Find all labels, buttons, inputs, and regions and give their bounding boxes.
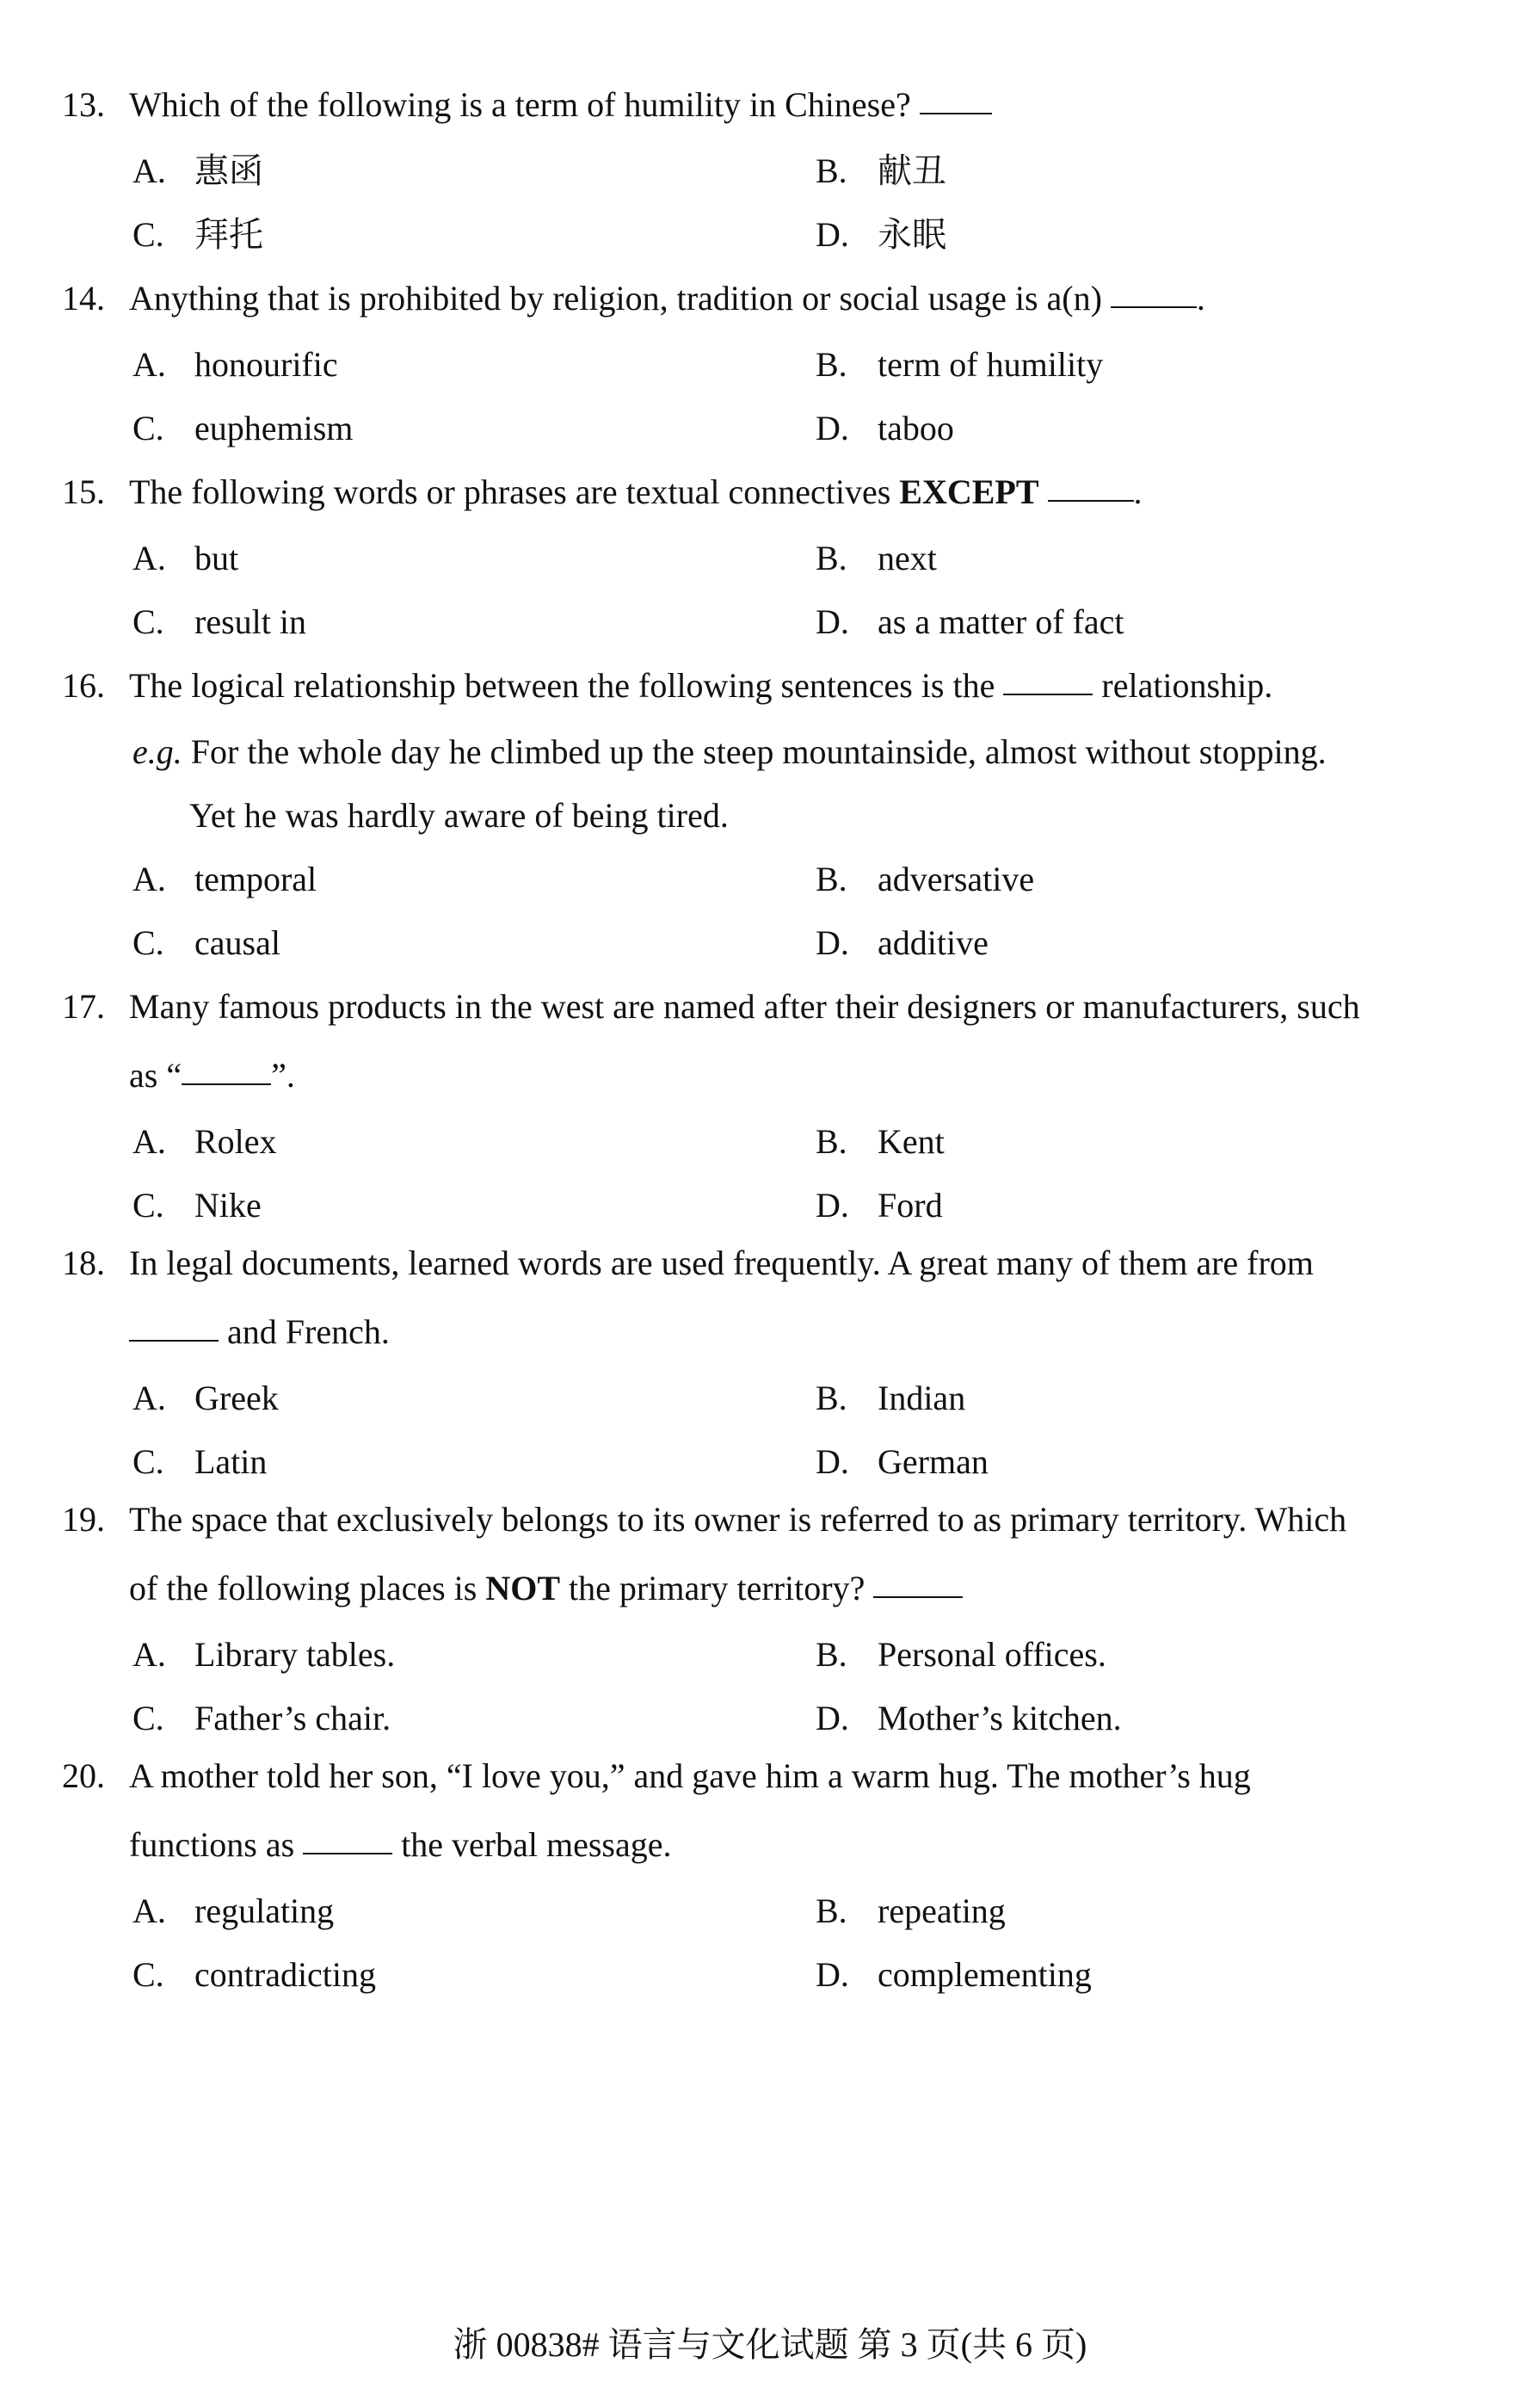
answer-blank	[129, 1339, 219, 1342]
stem-part: the primary territory?	[569, 1569, 865, 1607]
options-grid	[62, 1367, 1473, 1494]
option-b	[816, 1367, 1475, 1430]
option-letter: A.	[132, 860, 166, 898]
option-a	[132, 1110, 816, 1174]
option-text: as a matter of fact	[878, 602, 1124, 641]
options-grid	[62, 1879, 1473, 2007]
option-letter: D.	[816, 1442, 849, 1481]
option-text: 拜托	[194, 215, 263, 254]
question-number: 19.	[62, 1500, 105, 1539]
question-stem	[62, 1742, 1473, 1811]
stem-bold: EXCEPT	[899, 472, 1039, 511]
option-letter: C.	[132, 215, 164, 254]
stem-part: The logical relationship between the following sentences is the	[129, 666, 995, 705]
option-text: repeating	[878, 1891, 1006, 1930]
stem-continuation	[62, 1811, 1473, 1879]
question-number: 17.	[62, 987, 105, 1026]
option-letter: A.	[132, 151, 166, 190]
question-number: 16.	[62, 666, 105, 705]
option-text: Greek	[194, 1379, 279, 1417]
stem-part: relationship.	[1101, 666, 1273, 705]
option-a	[132, 1367, 816, 1430]
option-letter: C.	[132, 1699, 164, 1737]
stem-part: the verbal message.	[401, 1825, 672, 1864]
option-letter: A.	[132, 1379, 166, 1417]
stem-text	[129, 71, 1473, 139]
option-text: Personal offices.	[878, 1635, 1106, 1674]
stem-part: .	[1133, 472, 1143, 511]
option-b	[816, 333, 1475, 397]
option-c	[132, 911, 816, 975]
question-20	[62, 1742, 1473, 2007]
option-letter: D.	[816, 215, 849, 254]
option-letter: A.	[132, 1635, 166, 1674]
option-c	[132, 1687, 816, 1750]
option-text: Rolex	[194, 1122, 277, 1161]
option-text: adversative	[878, 860, 1035, 898]
option-text: Latin	[194, 1442, 268, 1481]
question-16	[62, 651, 1473, 975]
option-letter: A.	[132, 539, 166, 577]
option-text: Library tables.	[194, 1635, 396, 1674]
option-d	[816, 203, 1475, 267]
option-text: additive	[878, 923, 989, 962]
stem-part: and French.	[227, 1312, 390, 1351]
option-c	[132, 590, 816, 654]
answer-blank	[920, 112, 992, 114]
stem-part: .	[1196, 279, 1205, 318]
option-text: next	[878, 539, 937, 577]
option-b	[816, 848, 1475, 911]
option-d	[816, 1174, 1475, 1237]
option-letter: B.	[816, 1891, 847, 1930]
question-stem	[62, 1229, 1473, 1298]
stem-part: functions as	[129, 1825, 295, 1864]
stem-part: of the following places is	[129, 1569, 477, 1607]
option-letter: B.	[816, 860, 847, 898]
option-c	[132, 397, 816, 460]
option-d	[816, 1943, 1475, 2007]
option-letter: C.	[132, 602, 164, 641]
question-19	[62, 1485, 1473, 1750]
example-sentence	[62, 720, 1473, 784]
option-b	[816, 1623, 1475, 1687]
option-text: complementing	[878, 1955, 1092, 1994]
answer-blank	[1111, 305, 1197, 308]
option-a	[132, 139, 816, 203]
option-text: result in	[194, 602, 306, 641]
option-letter: A.	[132, 1122, 166, 1161]
question-number: 18.	[62, 1243, 105, 1282]
option-text: euphemism	[194, 409, 354, 447]
option-letter: D.	[816, 1699, 849, 1737]
option-b	[816, 1879, 1475, 1943]
option-d	[816, 397, 1475, 460]
question-stem	[62, 651, 1473, 720]
option-c	[132, 1174, 816, 1237]
question-number: 20.	[62, 1756, 105, 1795]
example-label: e.g.	[132, 732, 182, 771]
option-d	[816, 1430, 1475, 1494]
option-letter: B.	[816, 345, 847, 384]
option-text: honourific	[194, 345, 338, 384]
answer-blank	[1048, 499, 1134, 502]
option-text: taboo	[878, 409, 954, 447]
answer-blank	[303, 1852, 392, 1854]
options-grid	[62, 139, 1473, 267]
stem-text	[129, 458, 1473, 527]
option-text: Mother’s kitchen.	[878, 1699, 1122, 1737]
question-13	[62, 71, 1473, 267]
stem-part: Anything that is prohibited by religion, tradition or social usage is a(n)	[129, 279, 1102, 318]
stem-continuation	[62, 1554, 1473, 1623]
stem-bold: NOT	[485, 1569, 561, 1607]
option-text: causal	[194, 923, 280, 962]
answer-blank	[873, 1595, 963, 1598]
option-letter: D.	[816, 1955, 849, 1994]
option-letter: D.	[816, 409, 849, 447]
option-text: Nike	[194, 1186, 262, 1225]
stem-part: Which of the following is a term of humility in Chinese?	[129, 85, 911, 124]
option-letter: A.	[132, 345, 166, 384]
option-a	[132, 527, 816, 590]
page-footer: 浙 00838# 语言与文化试题 第 3 页(共 6 页)	[453, 2325, 1087, 2364]
question-stem	[62, 458, 1473, 527]
option-letter: D.	[816, 1186, 849, 1225]
question-stem	[62, 1485, 1473, 1554]
question-18	[62, 1229, 1473, 1494]
option-text: contradicting	[194, 1955, 377, 1994]
option-d	[816, 1687, 1475, 1750]
option-b	[816, 139, 1475, 203]
example-sentence-continued: Yet he was hardly aware of being tired.	[189, 796, 729, 835]
stem-text: A mother told her son, “I love you,” and gave him a warm hug. The mother’s hug	[129, 1756, 1251, 1795]
stem-text: Many famous products in the west are named after their designers or manufacturers, such	[129, 987, 1360, 1026]
option-letter: B.	[816, 1379, 847, 1417]
options-grid	[62, 1110, 1473, 1237]
answer-blank	[182, 1083, 271, 1085]
option-text: 惠函	[194, 151, 263, 190]
stem-part: as “	[129, 1056, 182, 1095]
option-a	[132, 1879, 816, 1943]
option-d	[816, 911, 1475, 975]
option-letter: C.	[132, 923, 164, 962]
option-letter: B.	[816, 1635, 847, 1674]
stem-continuation	[62, 1298, 1473, 1367]
question-15	[62, 458, 1473, 654]
option-c	[132, 1943, 816, 2007]
option-d	[816, 590, 1475, 654]
stem-part: ”.	[271, 1056, 295, 1095]
option-text: 永眠	[878, 215, 946, 254]
option-letter: C.	[132, 1955, 164, 1994]
option-c	[132, 1430, 816, 1494]
option-letter: A.	[132, 1891, 166, 1930]
stem-continuation	[62, 1041, 1473, 1110]
option-text: 献丑	[878, 151, 946, 190]
option-a	[132, 333, 816, 397]
question-number: 14.	[62, 279, 105, 318]
question-stem	[62, 71, 1473, 139]
option-a	[132, 848, 816, 911]
option-text: Ford	[878, 1186, 943, 1225]
stem-text: In legal documents, learned words are used frequently. A great many of them are from	[129, 1243, 1314, 1282]
option-letter: B.	[816, 539, 847, 577]
example-text: For the whole day he climbed up the steep mountainside, almost without stopping.	[190, 732, 1327, 771]
answer-blank	[1003, 693, 1093, 695]
option-letter: C.	[132, 1186, 164, 1225]
option-text: Kent	[878, 1122, 945, 1161]
question-stem	[62, 972, 1473, 1041]
question-number: 15.	[62, 472, 105, 511]
option-text: term of humility	[878, 345, 1104, 384]
option-letter: D.	[816, 923, 849, 962]
option-letter: B.	[816, 1122, 847, 1161]
option-a	[132, 1623, 816, 1687]
stem-text	[129, 651, 1473, 720]
option-text: Father’s chair.	[194, 1699, 391, 1737]
options-grid	[62, 333, 1473, 460]
question-stem	[62, 264, 1473, 333]
option-letter: D.	[816, 602, 849, 641]
option-text: German	[878, 1442, 989, 1481]
question-number: 13.	[62, 85, 105, 124]
options-grid	[62, 1623, 1473, 1750]
option-text: but	[194, 539, 239, 577]
option-b	[816, 1110, 1475, 1174]
option-b	[816, 527, 1475, 590]
option-letter: C.	[132, 1442, 164, 1481]
stem-text	[129, 264, 1473, 333]
option-letter: C.	[132, 409, 164, 447]
option-text: Indian	[878, 1379, 966, 1417]
option-c	[132, 203, 816, 267]
stem-part: The following words or phrases are textual connectives	[129, 472, 891, 511]
options-grid	[62, 527, 1473, 654]
stem-text: The space that exclusively belongs to its owner is referred to as primary territory. Which	[129, 1500, 1347, 1539]
option-text: temporal	[194, 860, 317, 898]
option-letter: B.	[816, 151, 847, 190]
option-text: regulating	[194, 1891, 335, 1930]
question-17	[62, 972, 1473, 1237]
question-14	[62, 264, 1473, 460]
options-grid	[62, 848, 1473, 975]
